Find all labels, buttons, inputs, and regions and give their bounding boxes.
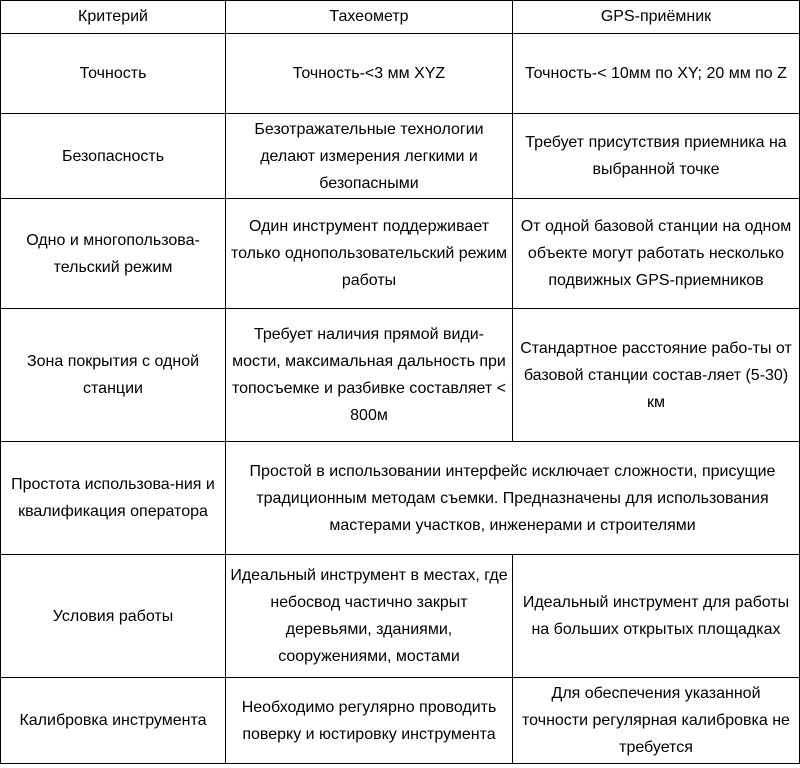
header-gps: GPS-приёмник (513, 1, 800, 34)
header-total-station: Тахеометр (226, 1, 513, 34)
header-row (1, 1, 800, 34)
gps-cell: Требует присутствия приемника на выбранной точке (513, 114, 800, 199)
table-row (1, 555, 800, 678)
gps-cell: Стандартное расстояние рабо-ты от базовой станции состав-ляет (5-30) км (513, 309, 800, 442)
criterion-cell: Простота использова-ния и квалификация оператора (1, 442, 226, 555)
table-row (1, 442, 800, 555)
criterion-cell: Одно и многопользова-тельский режим (1, 199, 226, 309)
header-criterion: Критерий (1, 1, 226, 34)
total-station-cell: Идеальный инструмент в местах, где небосвод частично закрыт деревьями, зданиями, сооружениями, мостами (226, 555, 513, 678)
total-station-cell: Требует наличия прямой види-мости, максимальная дальность при топосъемке и разбивке составляет < 800м (226, 309, 513, 442)
gps-cell: Идеальный инструмент для работы на больших открытых площадках (513, 555, 800, 678)
criterion-cell: Условия работы (1, 555, 226, 678)
criterion-cell: Зона покрытия с одной станции (1, 309, 226, 442)
criterion-cell: Калибровка инструмента (1, 678, 226, 764)
total-station-cell: Необходимо регулярно проводить поверку и юстировку инструмента (226, 678, 513, 764)
gps-cell: Точность-< 10мм по XY; 20 мм по Z (513, 34, 800, 114)
merged-cell: Простой в использовании интерфейс исключает сложности, присущие традиционным методам съемки. Предназначены для использования мастерами участков, инженерами и строителями (226, 442, 800, 555)
gps-cell: От одной базовой станции на одном объекте могут работать несколько подвижных GPS-приемников (513, 199, 800, 309)
total-station-cell: Точность-<3 мм XYZ (226, 34, 513, 114)
total-station-cell: Безотражательные технологии делают измерения легкими и безопасными (226, 114, 513, 199)
gps-cell: Для обеспечения указанной точности регулярная калибровка не требуется (513, 678, 800, 764)
criterion-cell: Точность (1, 34, 226, 114)
table-row (1, 678, 800, 764)
table-row (1, 199, 800, 309)
total-station-cell: Один инструмент поддерживает только однопользовательский режим работы (226, 199, 513, 309)
table-row (1, 34, 800, 114)
table-row (1, 114, 800, 199)
table-row (1, 309, 800, 442)
criterion-cell: Безопасность (1, 114, 226, 199)
